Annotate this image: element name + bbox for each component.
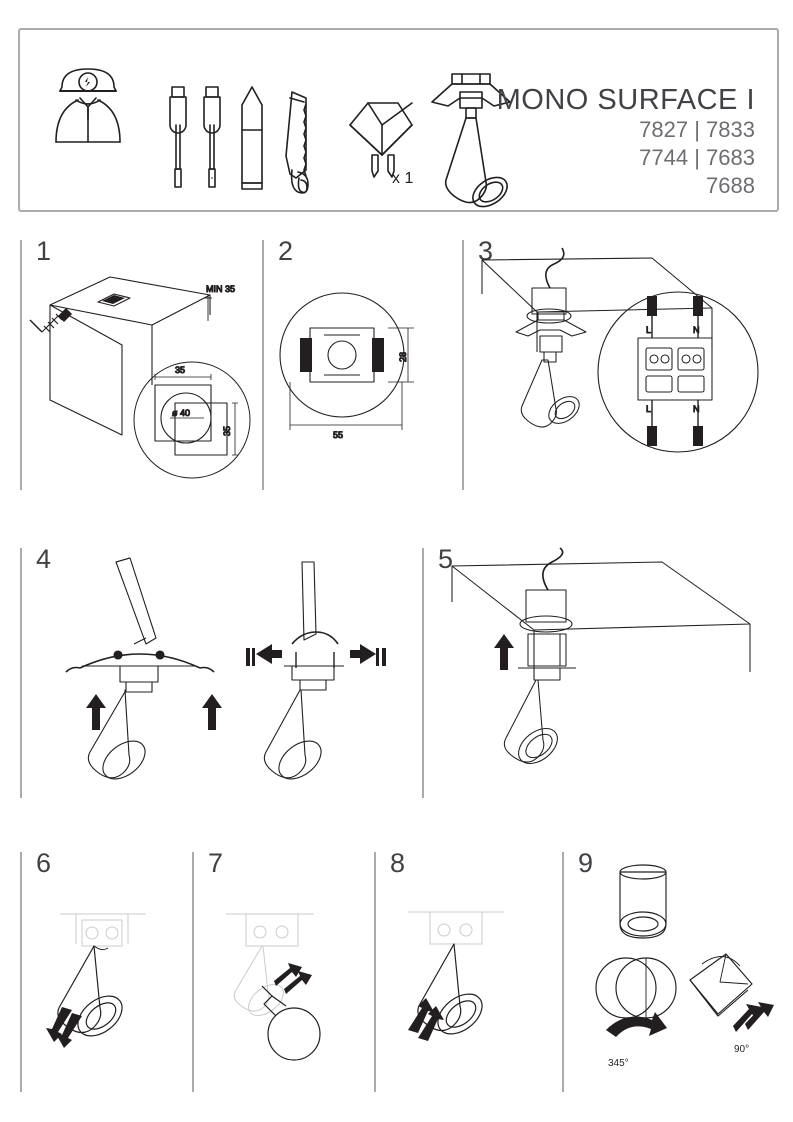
step-panel-2 [262,236,462,490]
tilt-angle-label: 90° [734,1044,750,1055]
product-code-2: 7744 | 7683 [639,145,755,171]
step-7-illustration [192,852,367,1092]
product-code-1: 7827 | 7833 [639,117,755,143]
chisel-icon [242,87,262,189]
step-number-5: 5 [438,544,454,574]
dim-height-35: 35 [222,425,232,436]
step-2-illustration [262,240,462,490]
step-panel-3 [462,236,782,490]
step-6-illustration [20,852,185,1092]
step-panel-6 [20,848,185,1092]
terminal-label-l-bottom: L [646,404,652,414]
step-9-illustration [562,852,782,1092]
arrow-remove-ring [46,1007,82,1048]
tools-row [20,30,540,210]
step-8-illustration [374,852,554,1092]
step-panel-4 [20,544,410,798]
step-panel-8 [374,848,554,1092]
step-number-6: 6 [36,848,52,878]
arrow-insert-lamp [274,963,312,994]
lamp-quantity-label: x 1 [392,170,414,187]
rotation-angle-label: 345° [608,1058,629,1069]
installer-icon [56,69,120,142]
step-number-8: 8 [390,848,406,878]
product-code-3: 7688 [706,173,755,199]
step-panel-9 [562,848,782,1092]
dim-hole-diameter: ø 40 [172,408,191,418]
screwdriver-phillips-icon [204,87,220,187]
page-title: MONO SURFACE I [496,84,755,116]
step-number-2: 2 [278,236,294,266]
step-number-9: 9 [578,848,594,878]
step-number-7: 7 [208,848,224,878]
step-panel-1 [20,236,250,490]
step-number-3: 3 [478,236,494,266]
gu10-lamp-icon [350,103,412,177]
header-panel [18,28,779,212]
step-3-illustration [462,240,782,490]
title-block [497,85,755,199]
terminal-label-l-top: L [646,325,652,335]
lamp-icon-step7 [262,986,320,1060]
dim-min-depth: MIN 35 [206,284,236,294]
step-5-illustration [422,548,782,798]
step-panel-7 [192,848,367,1092]
step-1-illustration [20,240,250,490]
dim-width-35: 35 [175,365,186,375]
step-4-illustration [20,548,410,798]
step-number-4: 4 [36,544,52,574]
step-number-1: 1 [36,236,52,266]
saw-icon [286,92,308,193]
terminal-label-n-bottom: N [693,404,700,414]
step-panel-5 [422,544,782,798]
dim-height-28: 28 [398,351,408,362]
screwdriver-flat-icon [170,87,186,187]
dim-width-55: 55 [332,430,344,440]
terminal-label-n-top: N [693,325,700,335]
